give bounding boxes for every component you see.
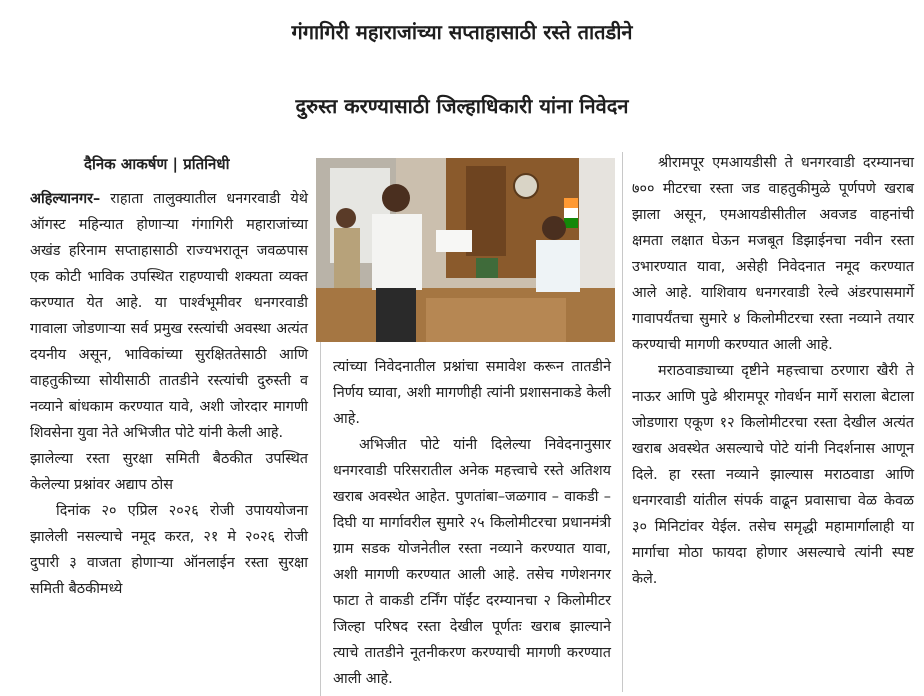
photo-illustration [316,158,615,342]
headline-line-2: दुरुस्त करण्यासाठी जिल्हाधिकारी यांना निवेदन [295,94,629,118]
article-column-2 [333,354,611,692]
article-column-3 [632,150,914,592]
col1-paragraph-1: राहाता तालुक्यातील धनगरवाडी येथे ऑगस्ट महिन्यात होणाऱ्या गंगागिरी महाराजांच्या अखंड हरिनाम सप्ताहासाठी राज्यभरातून जवळपास एक कोटी भाविक उपस्थित राहण्याची शक्यता व्यक्त करण्यात येत आहे. या पार्श्वभूमीवर धनगरवाडी गावाला जोडणाऱ्या सर्व प्रमुख रस्त्यांची अवस्था अत्यंत दयनीय असून, भाविकांच्या सुरक्षिततेसाठी आणि वाहतुकीच्या सोयीसाठी तातडीने रस्त्यांची दुरुस्ती व नव्याने बांधकाम करण्यात यावे, अशी जोरदार मागणी शिवसेना युवा नेते अभिजीत पोटे यांनी केली आहे. [30,191,308,441]
col1-paragraph-2: झालेल्या रस्ता सुरक्षा समिती बैठकीत उपस्थित केलेल्या प्रश्नांवर अद्याप ठोस [30,451,308,493]
col3-paragraph-2: मराठवाड्याच्या दृष्टीने महत्त्वाचा ठरणारा खैरी ते नाऊर आणि पुढे श्रीरामपूर गोवर्धन मार्गे सराला बेटाला जोडणारा एकूण १२ किलोमीटरचा रस्ता देखील अत्यंत खराब अवस्थेत असल्याचे पोटे यांनी निदर्शनास आणून दिले. हा रस्ता नव्याने झाल्यास मराठवाडा आणि धनगरवाडी यांतील संपर्क वाढून प्रवासाचा वेळ केवळ ३० मिनिटांवर येईल. तसेच समृद्धी महामार्गालाही या मार्गाचा मोठा फायदा होणार असल्याचे त्यांनी स्पष्ट केले. [632,363,914,587]
byline: दैनिक आकर्षण | प्रतिनिधी [84,155,230,173]
col2-paragraph-2: अभिजीत पोटे यांनी दिलेल्या निवेदनानुसार धनगरवाडी परिसरातील अनेक महत्त्वाचे रस्ते अतिशय खराब अवस्थेत आहेत. पुणतांबा–जळगाव – वाकडी – दिघी या मार्गावरील सुमारे २५ किलोमीटरचा प्रधानमंत्री ग्राम सडक योजनेतील रस्ता नव्याने करण्यात यावा, अशी मागणी करण्यात आली आहे. तसेच गणेशनगर फाटा ते वाकडी टर्निंग पॉईंट दरम्यानचा २ किलोमीटर जिल्हा परिषद रस्ता देखील पूर्णतः खराब झाल्याने त्याचे तातडीने नूतनीकरण करण्याची मागणी करण्यात आली आहे. [333,437,611,687]
col1-paragraph-3: दिनांक २० एप्रिल २०२६ रोजी उपाययोजना झालेली नसल्याचे नमूद करत, २१ मे २०२६ रोजी दुपारी ३ वाजता होणाऱ्या ऑनलाईन रस्ता सुरक्षा समिती बैठकीमध्ये [30,503,308,597]
article-photo [316,158,615,342]
column-divider-2 [622,152,623,692]
article-column-1 [30,186,308,602]
dateline: अहिल्यानगर– [30,191,101,207]
headline-line-1: गंगागिरी महाराजांच्या सप्ताहासाठी रस्ते तातडीने [291,20,633,44]
col2-paragraph-1: त्यांच्या निवेदनातील प्रश्नांचा समावेश करून तातडीने निर्णय घ्यावा, अशी मागणीही त्यांनी प्रशासनाकडे केली आहे. [333,359,611,427]
col3-paragraph-1: श्रीरामपूर एमआयडीसी ते धनगरवाडी दरम्यानचा ७०० मीटरचा रस्ता जड वाहतुकीमुळे पूर्णपणे खराब झाला असून, एमआयडीसीतील अवजड वाहनांची क्षमता लक्षात घेऊन मजबूत डिझाईनचा नवीन रस्ता उभारण्यात यावा, असेही निवेदनात नमूद करण्यात आले आहे. याशिवाय धनगरवाडी रेल्वे अंडरपासमार्गे गावापर्यंतचा सुमारे ४ किलोमीटरचा रस्ता नव्याने तयार करण्याची मागणी करण्यात आली आहे. [632,155,914,353]
